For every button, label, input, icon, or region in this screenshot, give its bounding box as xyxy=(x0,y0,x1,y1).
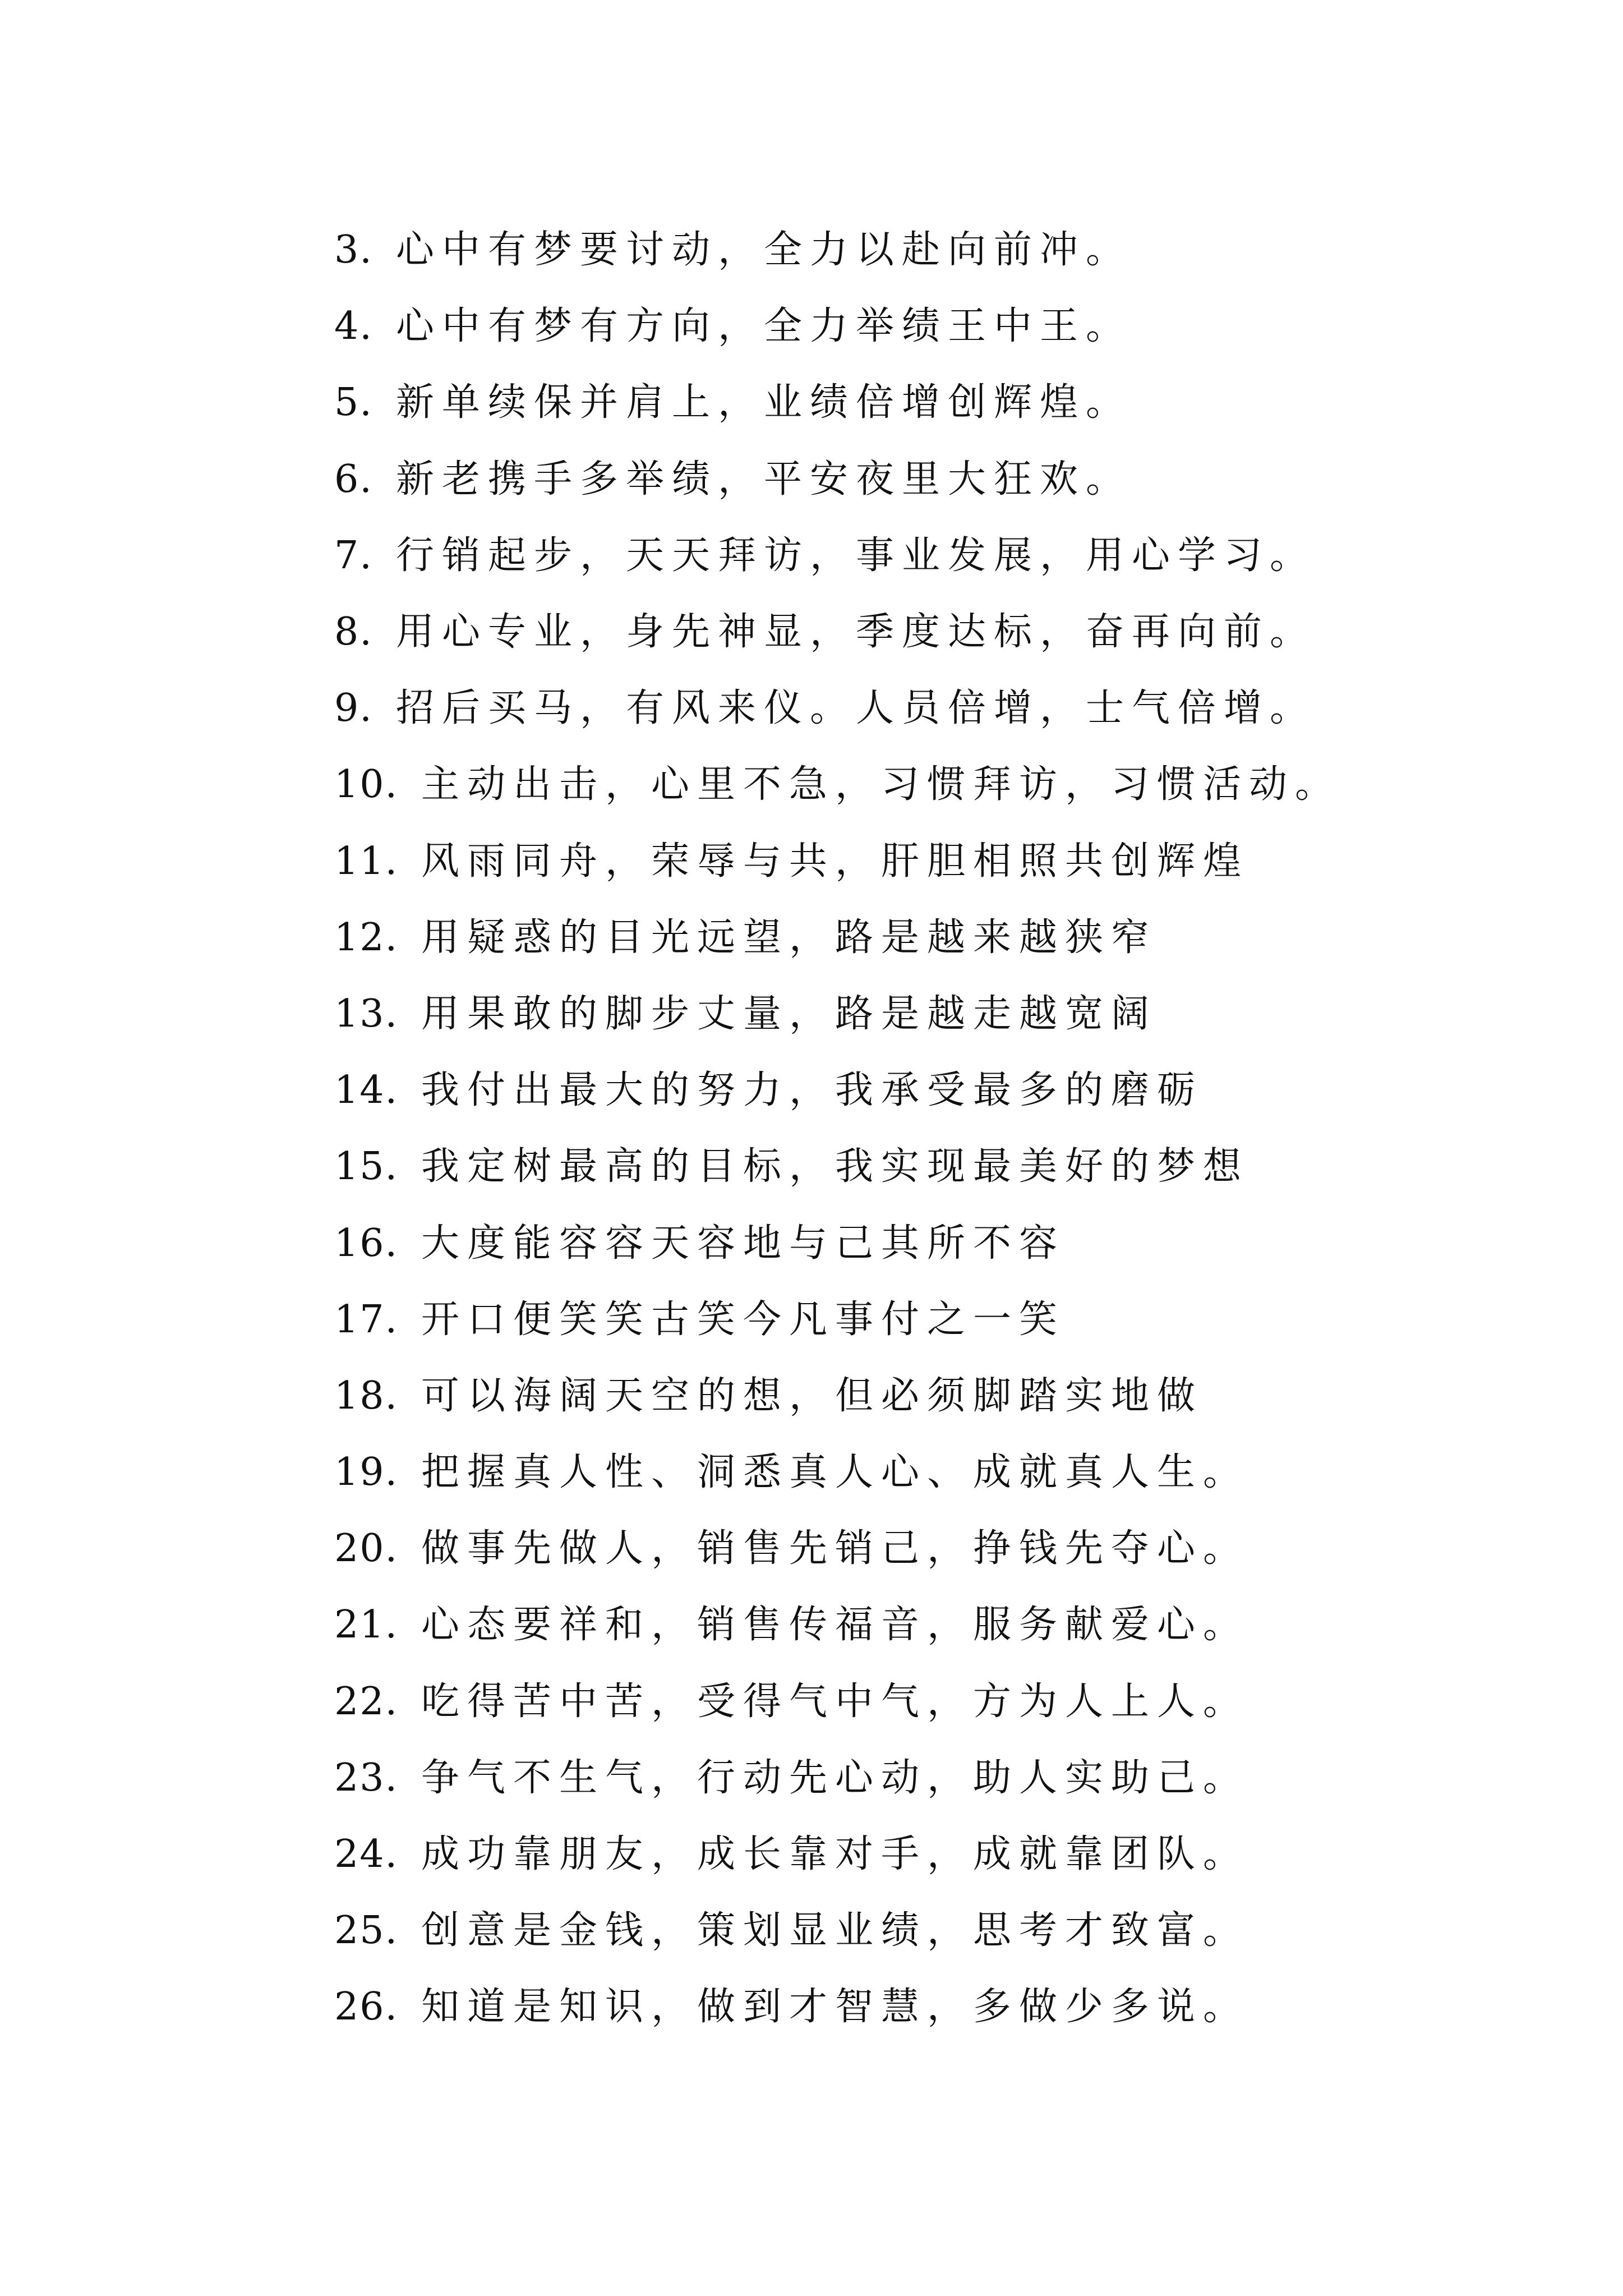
item-text: 风雨同舟，荣辱与共，肝胆相照共创辉煌 xyxy=(421,839,1249,884)
item-text: 心中有梦有方向，全力举绩王中王。 xyxy=(396,304,1132,349)
numbered-list xyxy=(334,212,1568,2046)
item-number: 25. xyxy=(334,1908,399,1953)
item-text: 做事先做人，销售先销己，挣钱先夺心。 xyxy=(421,1526,1249,1571)
list-item xyxy=(334,670,1568,747)
item-text: 行销起步，天天拜访，事业发展，用心学习。 xyxy=(396,533,1316,578)
item-number: 15. xyxy=(334,1144,399,1189)
list-item xyxy=(334,823,1568,900)
list-item xyxy=(334,594,1568,670)
item-text: 把握真人性、洞悉真人心、成就真人生。 xyxy=(421,1450,1249,1495)
item-text: 主动出击，心里不急，习惯拜访，习惯活动。 xyxy=(421,762,1341,807)
item-number: 6. xyxy=(334,457,373,501)
item-number: 21. xyxy=(334,1603,399,1648)
item-number: 7. xyxy=(334,533,373,578)
item-text: 可以海阔天空的想，但必须脚踏实地做 xyxy=(421,1373,1204,1418)
list-item xyxy=(334,1740,1568,1816)
item-text: 我定树最高的目标，我实现最美好的梦想 xyxy=(421,1144,1249,1189)
item-number: 18. xyxy=(334,1373,399,1418)
item-number: 12. xyxy=(334,915,399,960)
item-number: 9. xyxy=(334,686,373,731)
item-text: 开口便笑笑古笑今凡事付之一笑 xyxy=(421,1297,1066,1342)
item-text: 吃得苦中苦，受得气中气，方为人上人。 xyxy=(421,1679,1249,1724)
item-text: 招后买马，有风来仪。人员倍增，士气倍增。 xyxy=(396,686,1316,731)
item-number: 4. xyxy=(334,304,373,349)
item-number: 3. xyxy=(334,228,373,273)
item-text: 用疑惑的目光远望，路是越来越狭窄 xyxy=(421,915,1158,960)
item-number: 22. xyxy=(334,1679,399,1724)
item-text: 心中有梦要讨动，全力以赴向前冲。 xyxy=(396,228,1132,273)
item-text: 成功靠朋友，成长靠对手，成就靠团队。 xyxy=(421,1832,1249,1877)
list-item xyxy=(334,365,1568,441)
item-text: 创意是金钱，策划显业绩，思考才致富。 xyxy=(421,1908,1249,1953)
list-item xyxy=(334,900,1568,976)
list-item xyxy=(334,976,1568,1052)
item-text: 争气不生气，行动先心动，助人实助己。 xyxy=(421,1755,1249,1800)
item-number: 20. xyxy=(334,1526,399,1571)
list-item xyxy=(334,1205,1568,1281)
list-item xyxy=(334,1511,1568,1587)
list-item xyxy=(334,1969,1568,2045)
item-number: 10. xyxy=(334,762,399,807)
item-text: 新老携手多举绩，平安夜里大狂欢。 xyxy=(396,457,1132,501)
item-number: 8. xyxy=(334,610,373,655)
item-number: 11. xyxy=(334,839,399,884)
list-item xyxy=(334,212,1568,288)
item-number: 17. xyxy=(334,1297,399,1342)
list-item xyxy=(334,1893,1568,1969)
item-number: 5. xyxy=(334,380,373,425)
list-item xyxy=(334,1587,1568,1663)
item-number: 13. xyxy=(334,991,399,1036)
list-item xyxy=(334,1358,1568,1434)
list-item xyxy=(334,1664,1568,1740)
item-text: 用果敢的脚步丈量，路是越走越宽阔 xyxy=(421,991,1158,1036)
list-item xyxy=(334,441,1568,518)
list-item xyxy=(334,288,1568,365)
item-text: 知道是知识，做到才智慧，多做少多说。 xyxy=(421,1985,1249,2030)
item-number: 19. xyxy=(334,1450,399,1495)
item-text: 用心专业，身先神显，季度达标，奋再向前。 xyxy=(396,610,1316,655)
list-item xyxy=(334,1052,1568,1129)
item-number: 23. xyxy=(334,1755,399,1800)
item-text: 心态要祥和，销售传福音，服务献爱心。 xyxy=(421,1603,1249,1648)
list-item xyxy=(334,1282,1568,1358)
item-number: 26. xyxy=(334,1985,399,2030)
item-number: 24. xyxy=(334,1832,399,1877)
item-number: 14. xyxy=(334,1068,399,1113)
list-item xyxy=(334,1434,1568,1511)
list-item xyxy=(334,518,1568,594)
item-number: 16. xyxy=(334,1221,399,1266)
list-item xyxy=(334,1816,1568,1893)
list-item xyxy=(334,747,1568,823)
item-text: 我付出最大的努力，我承受最多的磨砺 xyxy=(421,1068,1204,1113)
item-text: 新单续保并肩上，业绩倍增创辉煌。 xyxy=(396,380,1132,425)
list-item xyxy=(334,1129,1568,1205)
item-text: 大度能容容天容地与己其所不容 xyxy=(421,1221,1066,1266)
